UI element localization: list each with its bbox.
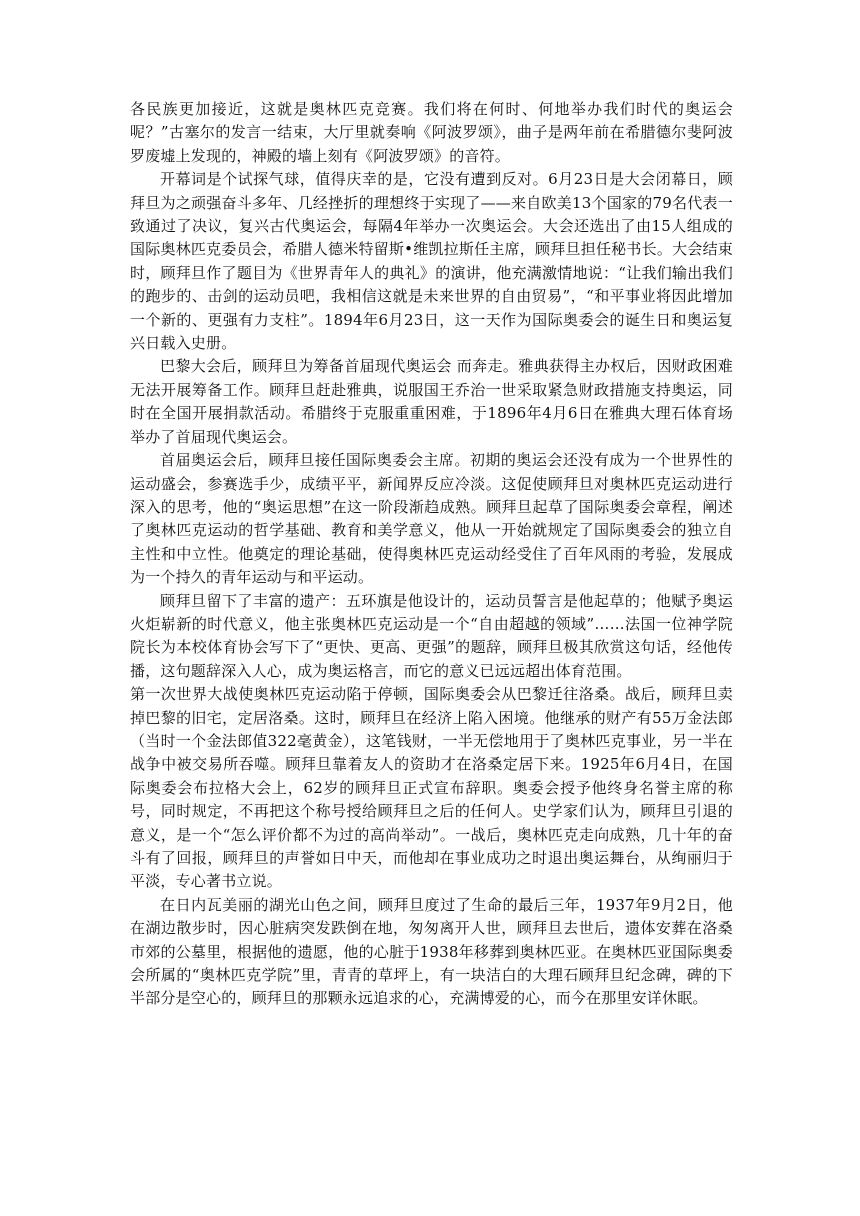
paragraph-4: 首届奥运会后，顾拜旦接任国际奥委会主席。初期的奥运会还没有成为一个世界性的运动盛会，参赛选手少，成绩平平，新闻界反应冷淡。这促使顾拜旦对奥林匹克运动进行深入的思考，他的“奥运思想”在这一阶段渐趋成熟。顾拜旦起草了国际奥委会章程，阐述了奥林匹克运动的哲学基础、教育和美学意义，他从一开始就规定了国际奥委会的独立自主性和中立性。他奠定的理论基础，使得奥林匹克运动经受住了百年风雨的考验，发展成为一个持久的青年运动与和平运动。 xyxy=(130,451,733,587)
paragraph-7: 在日内瓦美丽的湖光山色之间，顾拜旦度过了生命的最后三年，1937年9月2日，他在湖边散步时，因心脏病突发跌倒在地，匆匆离开人世，顾拜旦去世后，遗体安葬在洛桑市郊的公墓里，根据他的遗愿，他的心脏于1938年移葬到奥林匹亚。在奥林匹亚国际奥委会所属的“奥林匹克学院”里，青青的草坪上，有一块洁白的大理石顾拜旦纪念碑，碑的下半部分是空心的，顾拜旦的那颗永远追求的心，充满博爱的心，而今在那里安详休眠。 xyxy=(130,895,733,1008)
paragraph-5: 顾拜旦留下了丰富的遗产：五环旗是他设计的，运动员誓言是他起草的；他赋予奥运火炬崭新的时代意义，他主张奥林匹克运动是一个“自由超越的领域”……法国一位神学院院长为本校体育协会写下了“更快、更高、更强”的题辞，顾拜旦极其欣赏这句话，经他传播，这句题辞深入人心，成为奥运格言，而它的意义已远远超出体育范围。 xyxy=(130,591,733,680)
paragraph-1: 各民族更加接近，这就是奥林匹克竞赛。我们将在何时、何地举办我们时代的奥运会呢？”古塞尔的发言一结束，大厅里就奏响《阿波罗颂》，曲子是两年前在希腊德尔斐阿波罗废墟上发现的，神殿的墙上刻有《阿波罗颂》的音符。 xyxy=(130,100,733,165)
document-body xyxy=(130,98,733,1011)
paragraph-2: 开幕词是个试探气球，值得庆幸的是，它没有遭到反对。6月23日是大会闭幕日，顾拜旦为之顽强奋斗多年、几经挫折的理想终于实现了——来自欧美13个国家的79名代表一致通过了决议，复兴古代奥运会，每隔4年举办一次奥运会。大会还选出了由15人组成的国际奥林匹克委员会，希腊人德米特留斯•维凯拉斯任主席，顾拜旦担任秘书长。大会结束时，顾拜旦作了题目为《世界青年人的典礼》的演讲，他充满激情地说：“让我们输出我们的跑步的、击剑的运动员吧，我相信这就是未来世界的自由贸易”，“和平事业将因此增加一个新的、更强有力支柱”。1894年6月23日，这一天作为国际奥委会的诞生日和奥运复兴日载入史册。 xyxy=(130,170,733,353)
paragraph-6: 第一次世界大战使奥林匹克运动陷于停顿，国际奥委会从巴黎迁往洛桑。战后，顾拜旦卖掉巴黎的旧宅，定居洛桑。这时，顾拜旦在经济上陷入困境。他继承的财产有55万金法郎（当时一个金法郎值322毫黄金），这笔钱财，一半无偿地用于了奥林匹克事业，另一半在战争中被交易所吞噬。顾拜旦靠着友人的资助才在洛桑定居下来。1925年6月4日，在国际奥委会布拉格大会上，62岁的顾拜旦正式宣布辞职。奥委会授予他终身名誉主席的称号，同时规定，不再把这个称号授给顾拜旦之后的任何人。史学家们认为，顾拜旦引退的意义，是一个“怎么评价都不为过的高尚举动”。一战后，奥林匹克走向成熟，几十年的奋斗有了回报，顾拜旦的声誉如日中天，而他却在事业成功之时退出奥运舞台，从绚丽归于平淡，专心著书立说。 xyxy=(130,685,733,891)
paragraph-3: 巴黎大会后，顾拜旦为筹备首届现代奥运会 而奔走。雅典获得主办权后，因财政困难无法开展筹备工作。顾拜旦赶赴雅典，说服国王乔治一世采取紧急财政措施支持奥运，同时在全国开展捐款活动。希腊终于克服重重困难，于1896年4月6日在雅典大理石体育场举办了首届现代奥运会。 xyxy=(130,357,733,446)
